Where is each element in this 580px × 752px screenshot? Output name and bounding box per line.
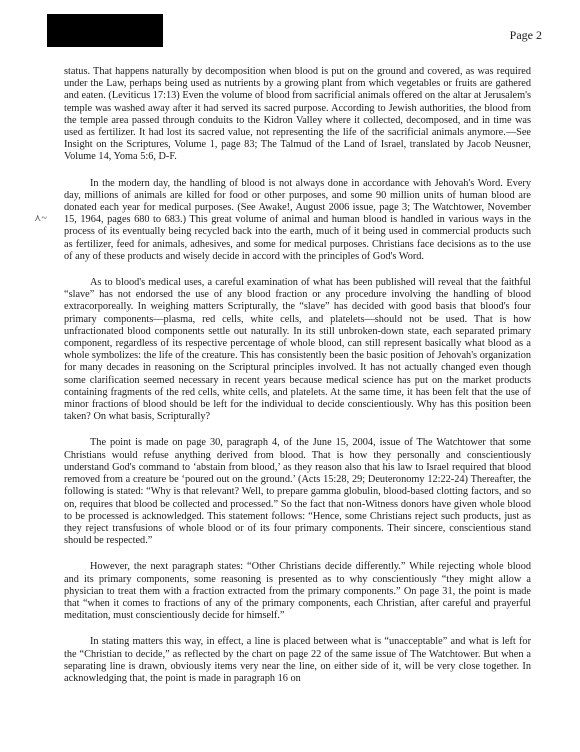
document-body [64, 66, 531, 699]
paragraph: In stating matters this way, in effect, a line is placed between what is “unacceptable” and what is left for the “Christian to decide,” as reflected by the chart on page 22 of the same issue of The Watchtower. But when a separating line is drawn, obviously items very near the line, on either side of it, will be very close together. In acknowledging that, the point is made in paragraph 16 on [64, 636, 531, 684]
paragraph: status. That happens naturally by decomposition when blood is put on the ground and covered, as was required under the Law, perhaps being used as nutrients by a growing plant from which vegetables or fruits are gathered and eaten. (Leviticus 17:13) Even the volume of blood from sacrificial animals offered on the altar at Jerusalem's temple was washed away after it had served its sacred purpose. According to Jewish authorities, the blood from the temple area passed through conduits to the Kidron Valley where it collected, decomposed, and in time was used as fertilizer. It had lost its sacred value, not representing the life of the sacrificial animals anymore.—See Insight on the Scriptures, Volume 1, page 83; The Talmud of the Land of Israel, translated by Jacob Neusner, Volume 14, Yoma 5:6, D-F. [64, 66, 531, 163]
paragraph: The point is made on page 30, paragraph 4, of the June 15, 2004, issue of The Watchtower that some Christians would refuse anything derived from blood. That is how they personally and conscientiously understand God's command to ‘abstain from blood,’ as they reason also that his law to Israel required that blood removed from a creature be ‘poured out on the ground.’ (Acts 15:28, 29; Deuteronomy 12:22-24) Thereafter, the following is stated: “Why is that relevant? Well, to prepare gamma globulin, blood-based clotting factors, and so on, requires that blood be collected and processed.” So the fact that non-Witness donors have given whole blood to be processed is acknowledged. This statement follows: “Hence, some Christians reject such products, just as they reject transfusions of whole blood or of its four primary components. Their sincere, conscientious stand should be respected.” [64, 437, 531, 547]
redaction-block [47, 14, 163, 47]
paragraph: In the modern day, the handling of blood is not always done in accordance with Jehovah's Word. Every day, millions of animals are killed for food or other purposes, and some 90 million units of human blood are donated each year for medical purposes. (See Awake!, August 2006 issue, page 3; The Watchtower, November 15, 1964, pages 680 to 683.) This great volume of animal and human blood is handled in various ways in the process of its eventually being recycled back into the earth, much of it being used in commercial products such as fertilizer, feed for animals, adhesives, and some for medical purposes. Christians face decisions as to the use of any of these products and wisely decide in accord with the principles of God's Word. [64, 177, 531, 262]
paragraph: However, the next paragraph states: “Other Christians decide differently.” While rejecting whole blood and its primary components, some reasoning is presented as to why conscientiously “they might allow a physician to treat them with a fraction extracted from the primary components.” On page 31, the point is made that “when it comes to fractions of any of the primary components, each Christian, after careful and prayerful meditation, must conscientiously decide for himself.” [64, 561, 531, 622]
page-number: Page 2 [509, 28, 542, 42]
paragraph: As to blood's medical uses, a careful examination of what has been published will reveal that the faithful “slave” has not endorsed the use of any blood fraction or any procedure involving the handling of blood extracorporeally. In weighing matters Scripturally, the “slave” has decided with good basis that blood's four primary components—plasma, red cells, white cells, and platelets—should not be used. That is how unfractionated blood components settle out naturally. In its still unbroken-down state, each separated primary component, regardless of its respective percentage of whole blood, can still represent basically what blood as a whole symbolizes: the life of the creature. This has consistently been the basic position of Jehovah's organization for many decades in reasoning on the Scriptural principles involved. It has not actually changed even though some clarification seemed necessary in recent years because medical science has put on the market products containing fragments of the red cells, white cells, and platelets. At the same time, it has been felt that the use of minor fractions of blood should be left for the individual to decide conscientiously. Why has this position been taken? On what basis, Scripturally? [64, 277, 531, 423]
margin-mark: ⋏~ [34, 213, 47, 224]
